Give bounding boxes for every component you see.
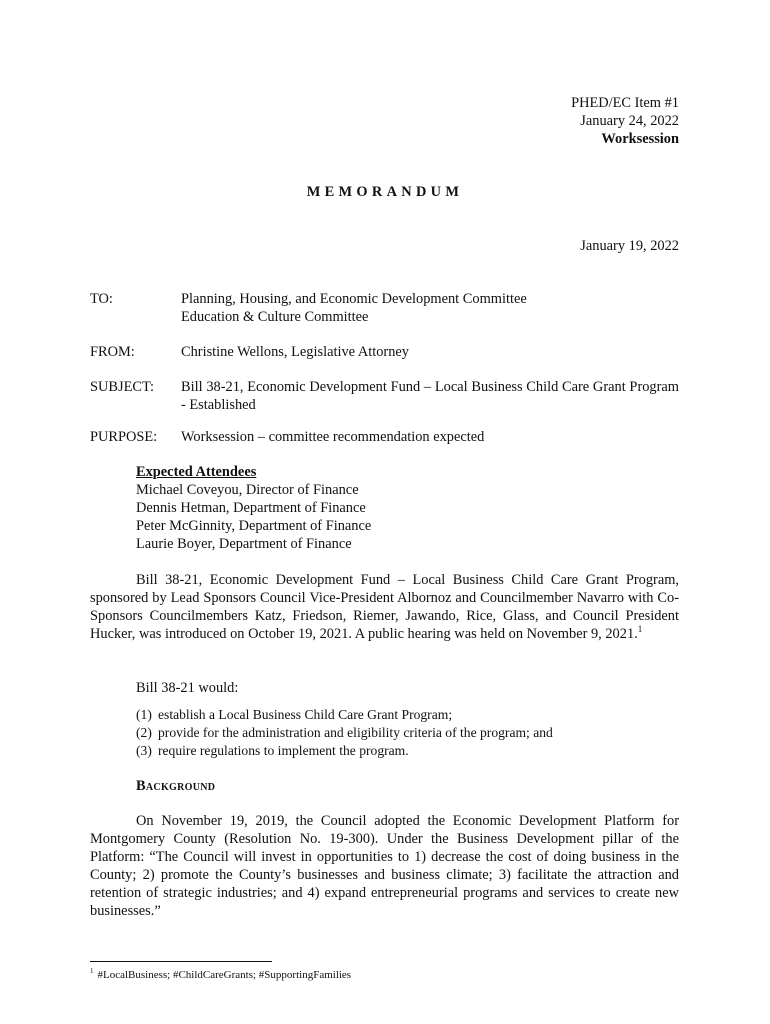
attendee: Dennis Hetman, Department of Finance bbox=[136, 500, 366, 516]
list-item-number: (3) bbox=[136, 743, 152, 758]
attendee: Laurie Boyer, Department of Finance bbox=[136, 536, 352, 552]
footnote-number: 1 bbox=[90, 967, 94, 976]
footnote bbox=[90, 968, 351, 982]
memo-title: MEMORANDUM bbox=[306, 184, 464, 200]
purpose-label: PURPOSE: bbox=[90, 429, 158, 445]
background-paragraph: On November 19, 2019, the Council adopted the Economic Development Platform for Montgomery County (Resolution No. 19-300). Under the Business Development pillar of the Platform: “The Council will invest in opportunities to 1) decrease the cost of doing business in the County; 2) promote the County’s businesses and business climate; 3) facilitate the attraction and retention of strategic industries; and 4) expand entrepreneurial programs and services to create new businesses.” bbox=[90, 813, 679, 919]
subject-label: SUBJECT: bbox=[90, 379, 155, 395]
to-label: TO: bbox=[90, 291, 113, 307]
header-session: Worksession bbox=[601, 131, 679, 147]
footnote-text: #LocalBusiness; #ChildCareGrants; #SupportingFamilies bbox=[97, 969, 352, 981]
bill-provisions-list bbox=[136, 706, 553, 760]
list-item-number: (1) bbox=[136, 707, 152, 722]
to-recipient: Education & Culture Committee bbox=[181, 309, 369, 325]
bill-would-lead: Bill 38-21 would: bbox=[136, 680, 239, 696]
header-block bbox=[571, 94, 679, 148]
attendees-heading: Expected Attendees bbox=[136, 464, 257, 480]
purpose-value: Worksession – committee recommendation expected bbox=[181, 429, 485, 445]
list-item-text: provide for the administration and eligibility criteria of the program; and bbox=[158, 725, 553, 740]
from-label: FROM: bbox=[90, 344, 135, 360]
header-item-number: PHED/EC Item #1 bbox=[571, 95, 679, 111]
footnote-reference[interactable]: 1 bbox=[637, 624, 643, 635]
list-item bbox=[136, 724, 553, 742]
to-recipient: Planning, Housing, and Economic Development Committee bbox=[181, 291, 527, 307]
attendee: Michael Coveyou, Director of Finance bbox=[136, 482, 359, 498]
header-date: January 24, 2022 bbox=[580, 113, 679, 129]
subject-value: Bill 38-21, Economic Development Fund – Local Business Child Care Grant Program - Established bbox=[181, 379, 679, 413]
list-item bbox=[136, 706, 553, 724]
background-heading: Background bbox=[136, 778, 216, 794]
from-value: Christine Wellons, Legislative Attorney bbox=[181, 344, 409, 360]
attendee: Peter McGinnity, Department of Finance bbox=[136, 518, 372, 534]
expected-attendees bbox=[136, 463, 371, 553]
list-item-number: (2) bbox=[136, 725, 152, 740]
memo-date: January 19, 2022 bbox=[580, 238, 679, 254]
list-item-text: establish a Local Business Child Care Grant Program; bbox=[158, 707, 453, 722]
list-item-text: require regulations to implement the program. bbox=[158, 743, 409, 758]
footnote-divider bbox=[90, 961, 272, 962]
intro-text: Bill 38-21, Economic Development Fund – Local Business Child Care Grant Program, sponsored by Lead Sponsors Council Vice-President Albornoz and Councilmember Navarro with Co-Sponsors Councilmembers Katz, Friedson, Riemer, Jawando, Rice, Glass, and Council President Hucker, was introduced on October 19, 2021. A public hearing was held on November 9, 2021. bbox=[90, 572, 679, 642]
list-item bbox=[136, 742, 553, 760]
intro-paragraph bbox=[90, 571, 679, 643]
to-value bbox=[181, 290, 679, 326]
